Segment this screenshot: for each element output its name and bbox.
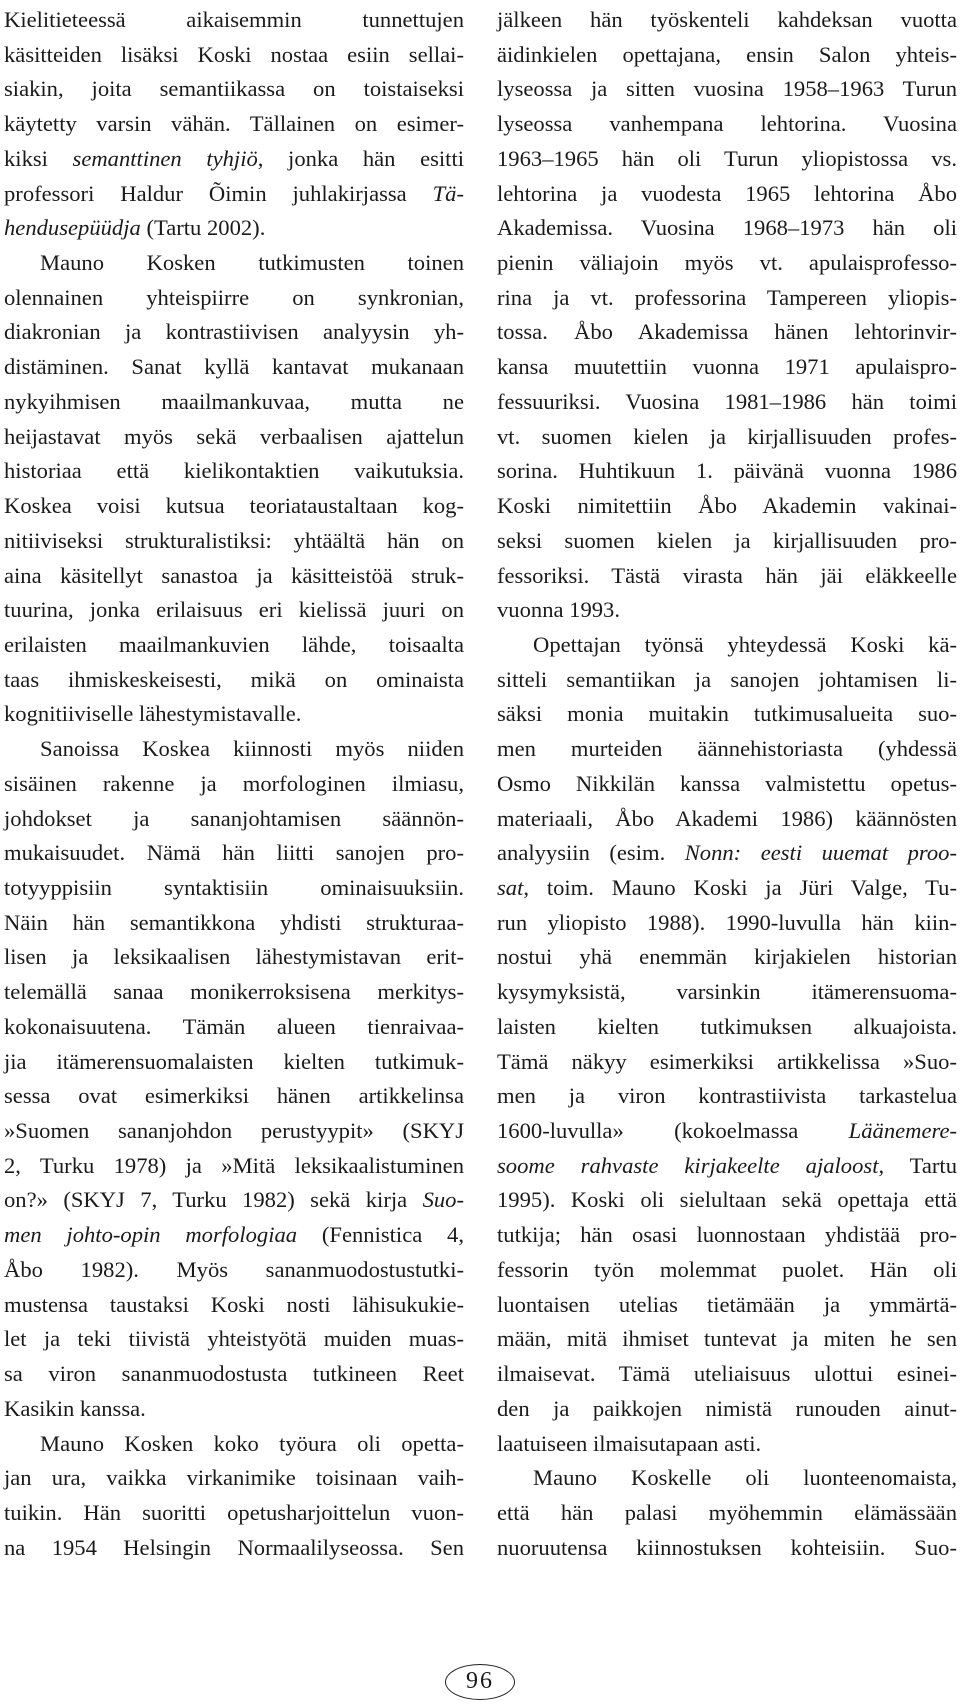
- left-column-line: kognitiiviselle lähestymistavalle.: [4, 701, 302, 727]
- left-column-line: historiaa että kielikontaktien vaikutuksia.: [4, 458, 464, 484]
- left-column-line: taas ihmiskeskeisesti, mikä on ominaista: [4, 666, 464, 692]
- left-column-line: professori Haldur Õimin juhlakirjassa Tä-: [4, 180, 464, 206]
- left-column-line: telemällä sanaa monikerroksisena merkitys-: [4, 979, 464, 1005]
- right-column-line: run yliopisto 1988). 1990-luvulla hän kiin-: [497, 909, 957, 935]
- left-column-line: olennainen yhteispiirre on synkronian,: [4, 284, 464, 310]
- left-column-line: heijastavat myös sekä verbaalisen ajattelun: [4, 423, 464, 449]
- right-column-line: tutkija; hän osasi luonnostaan yhdistää pro-: [497, 1222, 957, 1248]
- left-column-line: Åbo 1982). Myös sananmuodostustutki-: [4, 1256, 464, 1282]
- right-column-line: 1600-luvulla» (kokoelmassa Läänemere-: [497, 1118, 957, 1144]
- right-column-line: sat, toim. Mauno Koski ja Jüri Valge, Tu-: [497, 875, 957, 900]
- right-column-line: laisten kielten tutkimuksen alkuajoista.: [497, 1013, 957, 1039]
- right-column-line: fessorin työn molemmat puolet. Hän oli: [497, 1256, 957, 1282]
- right-column-line: analyysiin (esim. Nonn: eesti uuemat proo-: [497, 840, 957, 866]
- right-column-line: materiaali, Åbo Akademi 1986) käännösten: [497, 805, 957, 831]
- left-column-line: Sanoissa Koskea kiinnosti myös niiden: [40, 736, 464, 762]
- left-column-line: distäminen. Sanat kyllä kantavat mukanaan: [4, 354, 464, 380]
- right-column-line: men ja viron kontrastiivista tarkastelua: [497, 1083, 957, 1109]
- right-column-line: nostui yhä enemmän kirjakielen historian: [497, 944, 957, 970]
- left-column-line: Mauno Kosken koko työura oli opetta-: [40, 1430, 464, 1456]
- left-column-line: jia itämerensuomalaisten kielten tutkimuk-: [4, 1048, 464, 1074]
- right-column-line: säksi monia muitakin tutkimusalueita suo-: [497, 701, 957, 727]
- left-column-line: jan ura, vaikka virkanimike toisinaan vaih-: [4, 1465, 464, 1491]
- left-column-line: kiksi semanttinen tyhjiö, jonka hän esitti: [4, 145, 464, 171]
- left-column-line: siakin, joita semantiikassa on toistaiseksi: [4, 76, 464, 102]
- right-column-line: että hän palasi myöhemmin elämässään: [497, 1499, 957, 1525]
- left-column-line: hendusepüüdja (Tartu 2002).: [4, 215, 266, 241]
- page-number: 96: [445, 1664, 515, 1700]
- left-column-line: sisäinen rakenne ja morfologinen ilmiasu,: [4, 770, 464, 796]
- right-column-line: Koski nimitettiin Åbo Akademin vakinai-: [497, 493, 957, 519]
- left-column-line: 2, Turku 1978) ja »Mitä leksikaalistuminen: [4, 1152, 464, 1178]
- right-column-line: Tämä näkyy esimerkiksi artikkelissa »Suo-: [497, 1048, 957, 1074]
- left-column-line: mustensa taustaksi Koski nosti lähisukukie-: [4, 1291, 464, 1317]
- left-column-line: Koskea voisi kutsua teoriataustaltaan kog-: [4, 493, 464, 519]
- right-column-line: luontaisen utelias tietämään ja ymmärtä-: [497, 1291, 957, 1317]
- right-column-line: seksi suomen kielen ja kirjallisuuden pro-: [497, 527, 957, 553]
- right-column-line: ilmaisevat. Tämä uteliaisuus ulottui esinei-: [497, 1361, 957, 1387]
- left-column-line: Kasikin kanssa.: [4, 1395, 146, 1421]
- left-column-line: let ja teki tiivistä yhteistyötä muiden muas-: [4, 1326, 464, 1352]
- left-column-line: aina käsitellyt sanastoa ja käsitteistöä struk-: [4, 562, 464, 588]
- right-column-line: men murteiden äännehistoriasta (yhdessä: [497, 736, 957, 762]
- right-column-line: Mauno Koskelle oli luonteenomaista,: [533, 1465, 957, 1491]
- left-column-line: on?» (SKYJ 7, Turku 1982) sekä kirja Suo-: [4, 1187, 464, 1213]
- left-column-line: sessa ovat esimerkiksi hänen artikkelinsa: [4, 1083, 464, 1109]
- left-column-line: kokonaisuutena. Tämän alueen tienraivaa-: [4, 1013, 464, 1039]
- left-column-line: Näin hän semantikkona yhdisti strukturaa-: [4, 909, 464, 935]
- left-column-line: mukaisuudet. Nämä hän liitti sanojen pro-: [4, 840, 464, 866]
- right-column-line: sorina. Huhtikuun 1. päivänä vuonna 1986: [497, 458, 957, 484]
- right-column-line: pienin väliajoin myös vt. apulaisprofesso-: [497, 250, 957, 276]
- right-column-line: laatuiseen ilmaisutapaan asti.: [497, 1430, 762, 1456]
- right-column-line: tossa. Åbo Akademissa hänen lehtorinvir-: [497, 319, 957, 345]
- left-column-line: erilaisten maailmankuvien lähde, toisaalta: [4, 631, 464, 657]
- right-column-line: kansa muutettiin vuonna 1971 apulaispro-: [497, 354, 957, 380]
- right-column-line: mään, mitä ihmiset tuntevat ja miten he sen: [497, 1326, 957, 1352]
- left-column-line: Kielitieteessä aikaisemmin tunnettujen: [4, 7, 464, 32]
- right-column-line: lehtorina ja vuodesta 1965 lehtorina Åbo: [497, 180, 957, 206]
- right-column-line: kysymyksistä, varsinkin itämerensuoma-: [497, 979, 957, 1005]
- left-column-line: nykyihmisen maailmankuvaa, mutta ne: [4, 388, 464, 414]
- left-column-line: »Suomen sananjohdon perustyypit» (SKYJ: [4, 1118, 464, 1144]
- right-column-line: Osmo Nikkilän kanssa valmistettu opetus-: [497, 770, 957, 796]
- right-column-line: den ja paikkojen nimistä runouden ainut-: [497, 1395, 957, 1421]
- left-column-line: diakronian ja kontrastiivisen analyysin yh-: [4, 319, 464, 345]
- right-column-line: lyseossa vanhempana lehtorina. Vuosina: [497, 111, 957, 137]
- right-column-line: Akademissa. Vuosina 1968–1973 hän oli: [497, 215, 957, 241]
- left-column-line: käsitteiden lisäksi Koski nostaa esiin sellai-: [4, 41, 464, 67]
- left-column-line: johdokset ja sananjohtamisen säännön-: [4, 805, 464, 831]
- left-column-line: sa viron sananmuodostusta tutkineen Reet: [4, 1361, 464, 1387]
- left-column-line: käytetty varsin vähän. Tällainen on esimer-: [4, 111, 464, 137]
- left-column-line: tuurina, jonka erilaisuus eri kielissä juuri on: [4, 597, 464, 623]
- right-column-line: vt. suomen kielen ja kirjallisuuden profes-: [497, 423, 957, 449]
- right-column-line: fessoriksi. Tästä virasta hän jäi eläkkeelle: [497, 562, 957, 588]
- right-column-line: fessuuriksi. Vuosina 1981–1986 hän toimi: [497, 388, 957, 414]
- right-column-line: 1995). Koski oli sielultaan sekä opettaja että: [497, 1187, 957, 1213]
- right-column-line: vuonna 1993.: [497, 597, 620, 623]
- right-column-line: soome rahvaste kirjakeelte ajaloost, Tartu: [497, 1152, 957, 1178]
- right-column-line: 1963–1965 hän oli Turun yliopistossa vs.: [497, 145, 957, 171]
- left-column-line: Mauno Kosken tutkimusten toinen: [40, 250, 464, 276]
- left-column-line: men johto-opin morfologiaa (Fennistica 4,: [4, 1222, 464, 1248]
- right-column-line: rina ja vt. professorina Tampereen yliopis-: [497, 284, 957, 310]
- right-column-line: jälkeen hän työskenteli kahdeksan vuotta: [497, 7, 957, 32]
- right-column-line: Opettajan työnsä yhteydessä Koski kä-: [533, 631, 957, 657]
- right-column-line: lyseossa ja sitten vuosina 1958–1963 Turun: [497, 76, 957, 102]
- left-column-line: tuikin. Hän suoritti opetusharjoittelun vuon-: [4, 1499, 464, 1525]
- right-column-line: nuoruutensa kiinnostuksen kohteisiin. Suo-: [497, 1534, 957, 1560]
- right-column-line: äidinkielen opettajana, ensin Salon yhteis-: [497, 41, 957, 67]
- right-column-line: sitteli semantiikan ja sanojen johtamisen li-: [497, 666, 957, 692]
- left-column-line: totyyppisiin syntaktisiin ominaisuuksiin.: [4, 875, 464, 900]
- left-column-line: na 1954 Helsingin Normaalilyseossa. Sen: [4, 1534, 464, 1560]
- left-column-line: nitiiviseksi strukturalistiksi: yhtäältä hän on: [4, 527, 464, 553]
- left-column-line: lisen ja leksikaalisen lähestymistavan erit-: [4, 944, 464, 970]
